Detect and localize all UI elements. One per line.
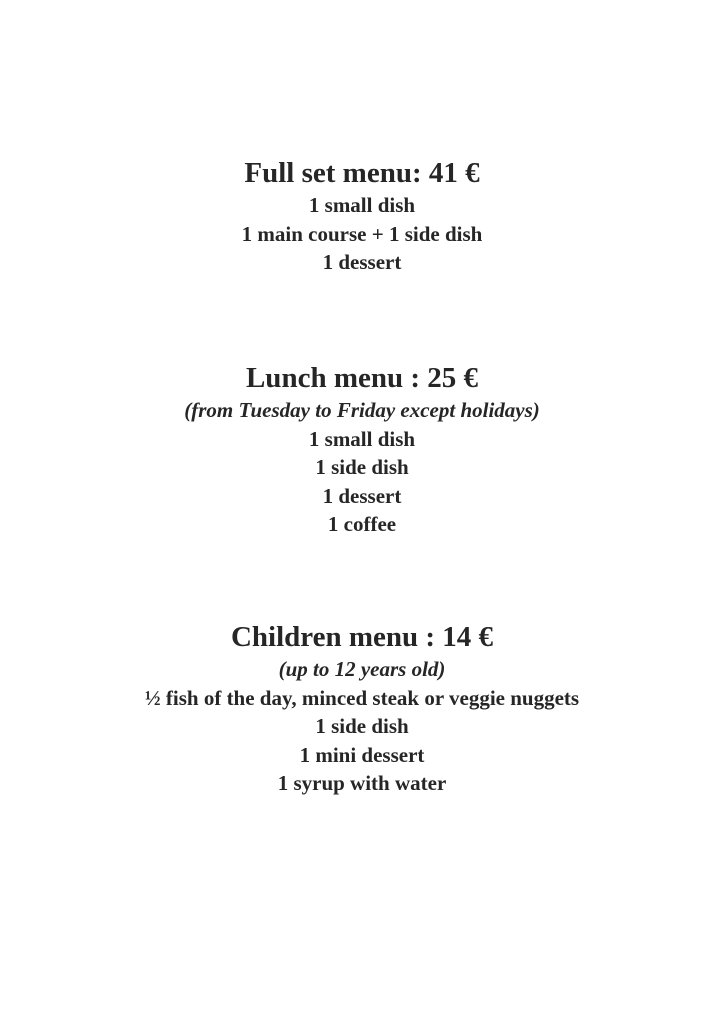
menu-item: 1 side dish xyxy=(315,455,409,479)
menu-item: ½ fish of the day, minced steak or veggie nuggets xyxy=(144,685,580,710)
menu-note: (from Tuesday to Friday except holidays) xyxy=(184,398,540,422)
menu-title: Full set menu: 41 € xyxy=(244,157,480,189)
lunch-menu-section xyxy=(0,360,724,539)
menu-item: 1 coffee xyxy=(327,512,397,536)
menu-item: 1 mini dessert xyxy=(299,742,425,767)
menu-item: 1 small dish xyxy=(308,193,416,217)
full-set-menu-section xyxy=(0,155,724,277)
menu-title: Lunch menu : 25 € xyxy=(245,362,479,394)
menu-item: 1 dessert xyxy=(322,483,402,508)
menu-item: 1 side dish xyxy=(315,714,409,738)
children-menu-section xyxy=(0,619,724,798)
menu-item: 1 dessert xyxy=(322,250,402,274)
menu-item: 1 small dish xyxy=(308,426,416,451)
menu-note: (up to 12 years old) xyxy=(278,657,446,681)
menu-item: 1 syrup with water xyxy=(277,771,447,795)
menu-title: Children menu : 14 € xyxy=(230,621,494,653)
menu-item: 1 main course + 1 side dish xyxy=(241,221,483,246)
